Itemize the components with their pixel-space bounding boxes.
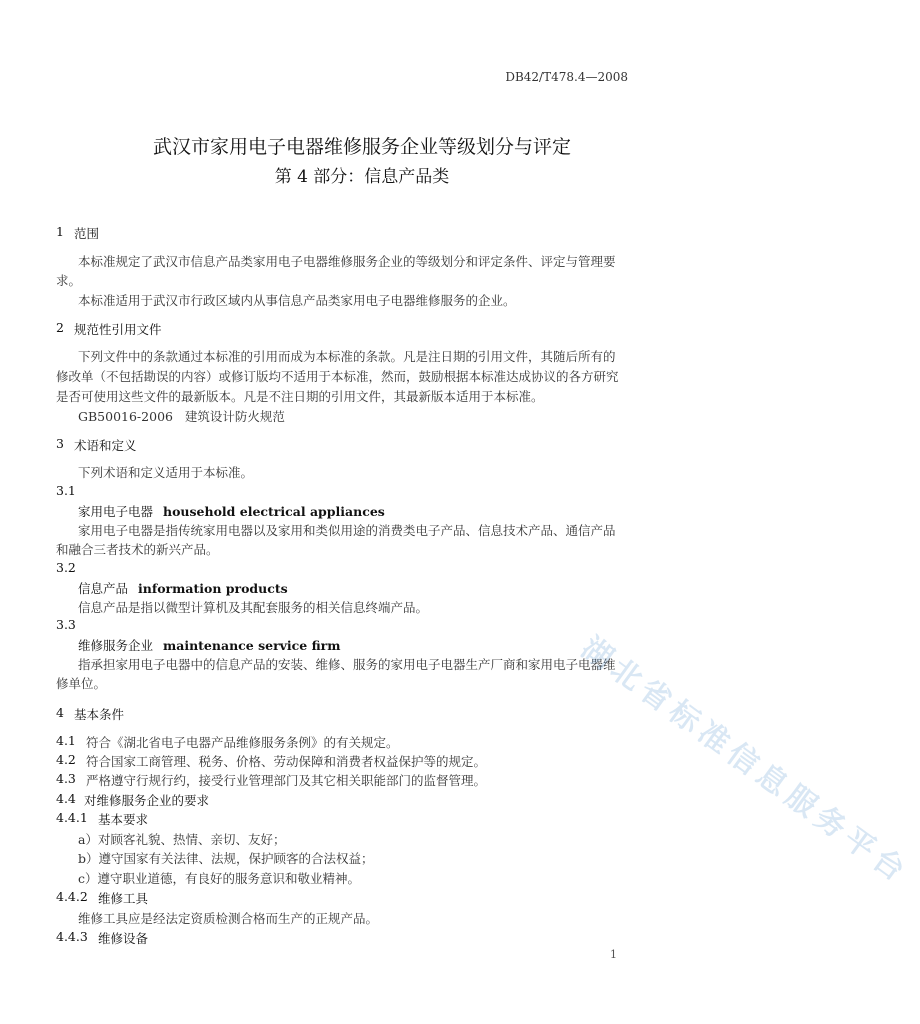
list-item-c: c）遵守职业道德，有良好的服务意识和敬业精神。 — [78, 871, 361, 886]
term-3-1 — [78, 502, 385, 520]
term-3-2-number: 3.2 — [56, 560, 76, 575]
clause-4-4-3-text: 维修设备 — [98, 931, 149, 946]
section-3-heading: 术语和定义 — [74, 438, 137, 453]
section-1-number: 1 — [56, 224, 64, 239]
clause-4-4-2-text: 维修工具 — [98, 891, 149, 906]
term-3-2-english: information products — [138, 581, 288, 596]
section-1-heading: 范围 — [74, 226, 100, 241]
clause-4-4-2-body: 维修工具应是经法定资质检测合格而生产的正规产品。 — [78, 911, 379, 926]
watermark: 湖北省标准信息服务平台 — [574, 630, 916, 892]
list-item-a: a）对顾客礼貌、热情、亲切、友好； — [78, 832, 286, 847]
term-3-3-english: maintenance service firm — [163, 638, 341, 653]
section-2-number: 2 — [56, 320, 64, 335]
clause-4-1-text: 符合《湖北省电子电器产品维修服务条例》的有关规定。 — [86, 735, 399, 750]
section-1-paragraph-1: 本标准规定了武汉市信息产品类家用电子电器维修服务企业的等级划分和评定条件、评定与管理要 — [78, 254, 616, 269]
section-1-paragraph-1-cont: 求。 — [56, 273, 82, 288]
document-subtitle: 第 4 部分：信息产品类 — [274, 167, 450, 187]
clause-4-4-1-text: 基本要求 — [98, 812, 149, 827]
term-3-1-definition: 家用电子电器是指传统家用电器以及家用和类似用途的消费类电子产品、信息技术产品、通信产品 — [78, 523, 616, 538]
term-3-2 — [78, 579, 288, 597]
term-3-3 — [78, 636, 340, 654]
section-4-number: 4 — [56, 705, 64, 720]
clause-4-4-1-number: 4.4.1 — [56, 810, 88, 825]
clause-4-2-text: 符合国家工商管理、税务、价格、劳动保障和消费者权益保护等的规定。 — [86, 754, 487, 769]
term-3-3-number: 3.3 — [56, 617, 76, 632]
section-2-heading: 规范性引用文件 — [74, 322, 162, 337]
term-3-2-definition: 信息产品是指以微型计算机及其配套服务的相关信息终端产品。 — [78, 600, 429, 615]
term-3-3-definition: 指承担家用电子电器中的信息产品的安装、维修、服务的家用电子电器生产厂商和家用电子电器维 — [78, 657, 616, 672]
clause-4-3-number: 4.3 — [56, 771, 76, 786]
list-item-b: b）遵守国家有关法律、法规，保护顾客的合法权益； — [78, 851, 374, 866]
document-title: 武汉市家用电子电器维修服务企业等级划分与评定 — [152, 136, 571, 158]
section-4-heading: 基本条件 — [74, 707, 125, 722]
term-3-1-definition-cont: 和融合三者技术的新兴产品。 — [56, 542, 219, 557]
clause-4-4-2-number: 4.4.2 — [56, 889, 88, 904]
section-2-paragraph-1-cont-a: 修改单（不包括勘误的内容）或修订版均不适用于本标准，然而，鼓励根据本标准达成协议的各方研究 — [56, 369, 619, 384]
page-number: 1 — [610, 948, 617, 961]
term-3-2-term: 信息产品 — [78, 581, 129, 596]
normative-reference: GB50016-2006 建筑设计防火规范 — [78, 409, 285, 424]
clause-4-4-3-number: 4.4.3 — [56, 929, 88, 944]
clause-4-1-number: 4.1 — [56, 733, 76, 748]
clause-4-4-number: 4.4 — [56, 791, 76, 806]
term-3-1-number: 3.1 — [56, 483, 76, 498]
section-2-paragraph-1: 下列文件中的条款通过本标准的引用而成为本标准的条款。凡是注日期的引用文件，其随后所有的 — [78, 349, 616, 364]
section-2-paragraph-1-cont-b: 是否可使用这些文件的最新版本。凡是不注日期的引用文件，其最新版本适用于本标准。 — [56, 389, 544, 404]
term-3-3-definition-cont: 修单位。 — [56, 676, 107, 691]
term-3-1-english: household electrical appliances — [163, 504, 385, 519]
section-3-intro: 下列术语和定义适用于本标准。 — [78, 465, 254, 480]
term-3-3-term: 维修服务企业 — [78, 638, 154, 653]
standard-code: DB42/T478.4—2008 — [505, 70, 628, 84]
clause-4-4-text: 对维修服务企业的要求 — [84, 793, 210, 808]
term-3-1-term: 家用电子电器 — [78, 504, 154, 519]
section-3-number: 3 — [56, 436, 64, 451]
section-1-paragraph-2: 本标准适用于武汉市行政区域内从事信息产品类家用电子电器维修服务的企业。 — [78, 293, 516, 308]
clause-4-2-number: 4.2 — [56, 752, 76, 767]
clause-4-3-text: 严格遵守行规行约，接受行业管理部门及其它相关职能部门的监督管理。 — [86, 773, 487, 788]
